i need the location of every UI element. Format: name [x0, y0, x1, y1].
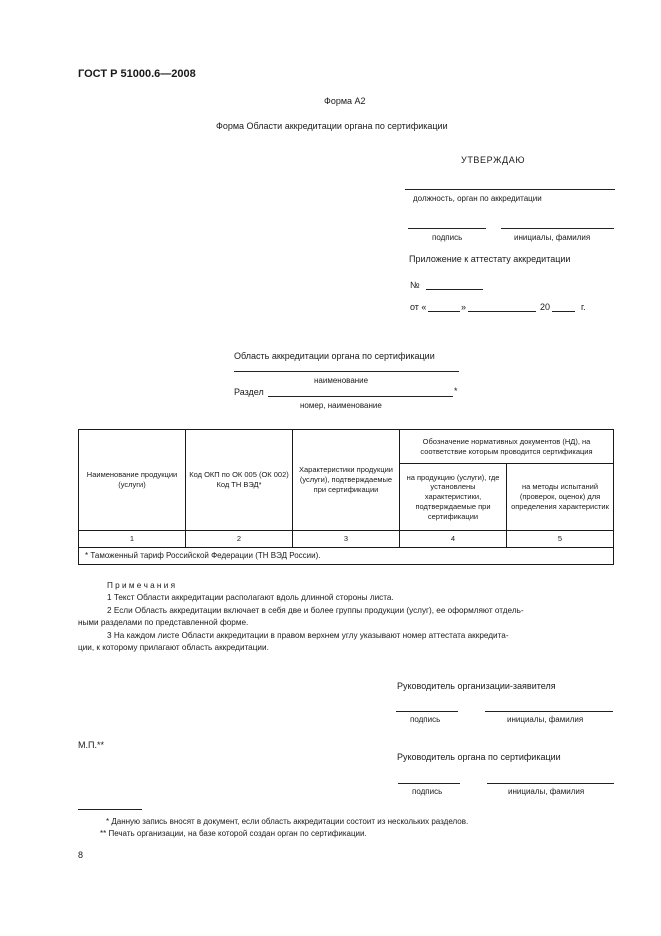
body-initials-caption: инициалы, фамилия	[508, 787, 585, 796]
page-number: 8	[78, 850, 84, 860]
body-initials-line	[487, 783, 614, 784]
date-prefix: от «	[410, 302, 427, 312]
column-number-4: 4	[399, 530, 507, 548]
note-3-line-2: ции, к которому прилагают область аккредитации.	[78, 643, 269, 653]
scope-name-line	[234, 371, 459, 372]
position-caption: должность, орган по аккредитации	[413, 194, 542, 203]
header-product-code: Код ОКП по ОК 005 (ОК 002) Код ТН ВЭД*	[185, 429, 293, 531]
notes-title: П р и м е ч а н и я	[107, 581, 176, 590]
date-year-suffix: г.	[581, 302, 586, 312]
form-label: Форма А2	[324, 96, 366, 106]
date-year-line	[552, 311, 575, 312]
number-line	[426, 289, 483, 290]
applicant-signature-caption: подпись	[410, 715, 441, 724]
position-line	[405, 189, 615, 190]
approve-signature-caption: подпись	[432, 233, 463, 242]
date-year-prefix: 20	[540, 302, 551, 312]
scope-name-caption: наименование	[314, 376, 369, 385]
section-caption: номер, наименование	[300, 401, 382, 410]
scope-title: Область аккредитации органа по сертификации	[234, 351, 435, 361]
note-3-line-1: 3 На каждом листе Области аккредитации в правом верхнем углу указывают номер аттестата аккредита-	[107, 630, 509, 640]
applicant-initials-caption: инициалы, фамилия	[507, 715, 584, 724]
header-product-name: Наименование продукции (услуги)	[78, 429, 186, 531]
section-line	[268, 396, 453, 397]
number-sign: №	[410, 280, 420, 290]
column-number-2: 2	[185, 530, 293, 548]
header-normative-documents: Обозначение нормативных документов (НД), на соответствие которым проводится сертификация	[399, 429, 614, 464]
approve-heading: УТВЕРЖДАЮ	[461, 155, 526, 165]
table-footnote: * Таможенный тариф Российской Федерации (ТН ВЭД России).	[78, 547, 614, 565]
note-2-line-2: ными разделами по представленной форме.	[78, 618, 249, 628]
header-test-method-documents: на методы испытаний (проверок, оценок) для определения характеристик	[506, 463, 614, 531]
column-number-5: 5	[506, 530, 614, 548]
notes-block	[78, 580, 614, 654]
footnote-2: ** Печать организации, на базе которой создан орган по сертификации.	[100, 829, 367, 838]
section-label: Раздел	[234, 387, 264, 397]
form-title: Форма Области аккредитации органа по сертификации	[216, 121, 448, 131]
footnote-separator	[78, 809, 142, 810]
stamp-label: М.П.**	[78, 740, 104, 750]
appendix-label: Приложение к аттестату аккредитации	[409, 254, 571, 264]
approve-signature-line	[408, 228, 486, 229]
date-day-line	[428, 311, 460, 312]
approve-initials-caption: инициалы, фамилия	[514, 233, 591, 242]
footnote-1: * Данную запись вносят в документ, если область аккредитации состоит из нескольких разделов.	[106, 817, 469, 826]
document-code: ГОСТ Р 51000.6—2008	[78, 68, 196, 80]
column-number-1: 1	[78, 530, 186, 548]
header-product-documents: на продукцию (услуги), где установлены характеристики, подтверждаемые при сертификации	[399, 463, 507, 531]
applicant-initials-line	[485, 711, 613, 712]
body-signature-line	[398, 783, 460, 784]
applicant-head-label: Руководитель организации-заявителя	[397, 681, 556, 691]
note-2-line-1: 2 Если Область аккредитации включает в себя две и более группы продукции (услуг), ее оформляют отдель-	[107, 605, 524, 615]
approve-initials-line	[501, 228, 614, 229]
column-number-3: 3	[292, 530, 400, 548]
body-head-label: Руководитель органа по сертификации	[397, 752, 561, 762]
date-quote-close: »	[461, 302, 467, 312]
applicant-signature-line	[396, 711, 458, 712]
body-signature-caption: подпись	[412, 787, 443, 796]
header-characteristics: Характеристики продукции (услуги), подтверждаемые при сертификации	[292, 429, 400, 531]
note-1: 1 Текст Области аккредитации располагают вдоль длинной стороны листа.	[107, 593, 394, 603]
date-month-line	[468, 311, 536, 312]
section-footnote-mark: *	[454, 386, 458, 396]
scope-table	[78, 429, 614, 565]
